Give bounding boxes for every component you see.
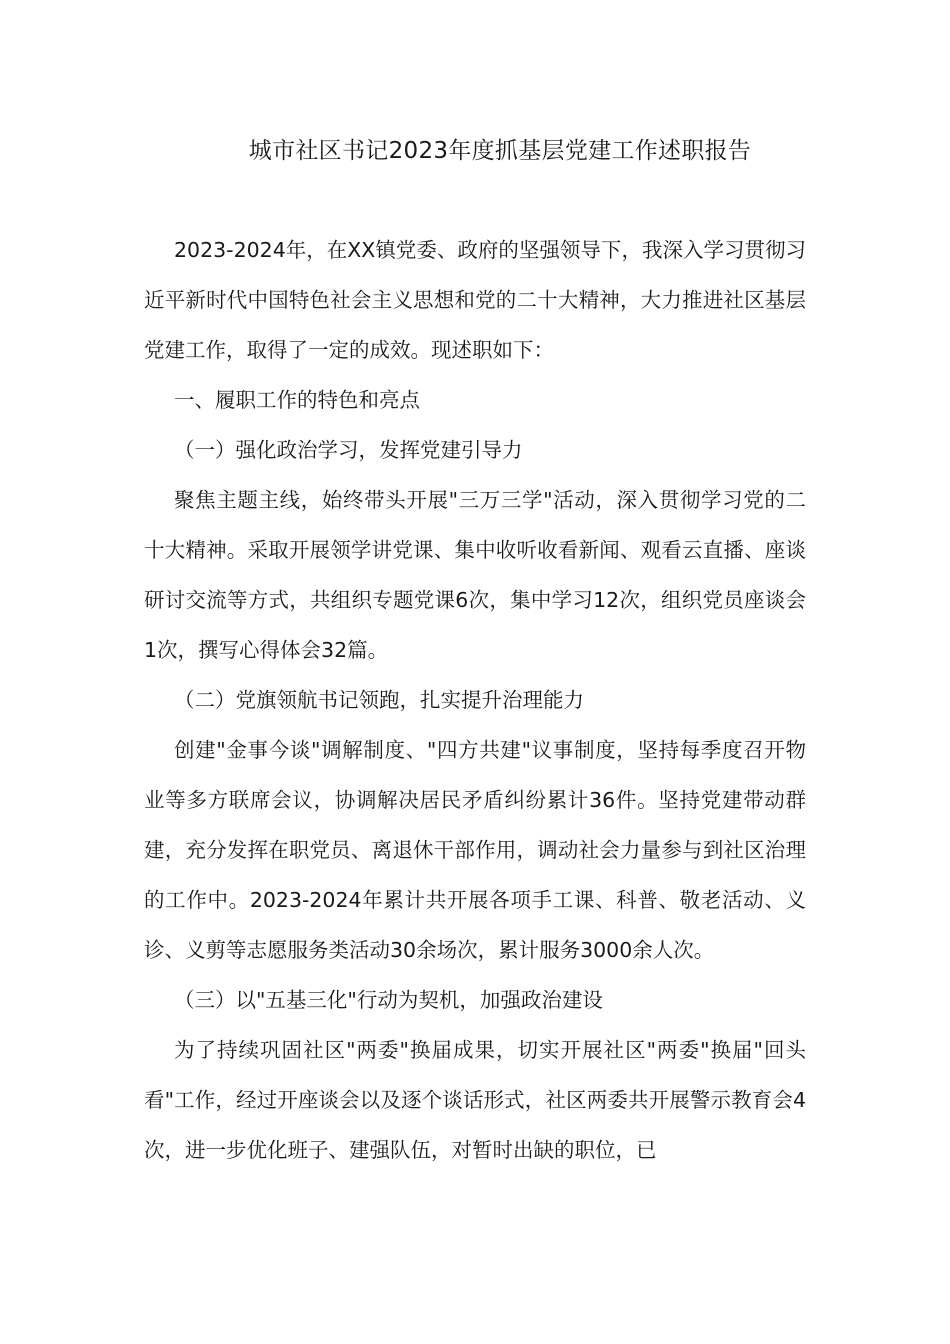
paragraph-intro: 2023-2024年，在XX镇党委、政府的坚强领导下，我深入学习贯彻习近平新时代中国特色社会主义思想和党的二十大精神，大力推进社区基层党建工作，取得了一定的成效。现述职如下：: [144, 238, 806, 362]
document-body: [144, 225, 806, 1175]
paragraph-political-study: 聚焦主题主线，始终带头开展"三万三学"活动，深入贯彻学习党的二十大精神。采取开展领学讲党课、集中收听收看新闻、观看云直播、座谈研讨交流等方式，共组织专题党课6次，集中学习12次，组织党员座谈会1次，撰写心得体会32篇。: [144, 488, 806, 662]
subsection-heading-1: （一）强化政治学习，发挥党建引导力: [174, 438, 523, 462]
paragraph-political-building: 为了持续巩固社区"两委"换届成果，切实开展社区"两委"换届"回头看"工作，经过开座谈会以及逐个谈话形式，社区两委共开展警示教育会4次，进一步优化班子、建强队伍，对暂时出缺的职位，已: [144, 1038, 806, 1162]
paragraph-governance: 创建"金事今谈"调解制度、"四方共建"议事制度，坚持每季度召开物业等多方联席会议，协调解决居民矛盾纠纷累计36件。坚持党建带动群建，充分发挥在职党员、离退休干部作用，调动社会力量参与到社区治理的工作中。2023-2024年累计共开展各项手工课、科普、敬老活动、义诊、义剪等志愿服务类活动30余场次，累计服务3000余人次。: [144, 738, 806, 962]
document-title: 城市社区书记2023年度抓基层党建工作述职报告: [248, 138, 752, 164]
section-heading-1: 一、履职工作的特色和亮点: [174, 388, 420, 412]
subsection-heading-3: （三）以"五基三化"行动为契机，加强政治建设: [174, 988, 603, 1012]
subsection-heading-2: （二）党旗领航书记领跑，扎实提升治理能力: [174, 688, 584, 712]
